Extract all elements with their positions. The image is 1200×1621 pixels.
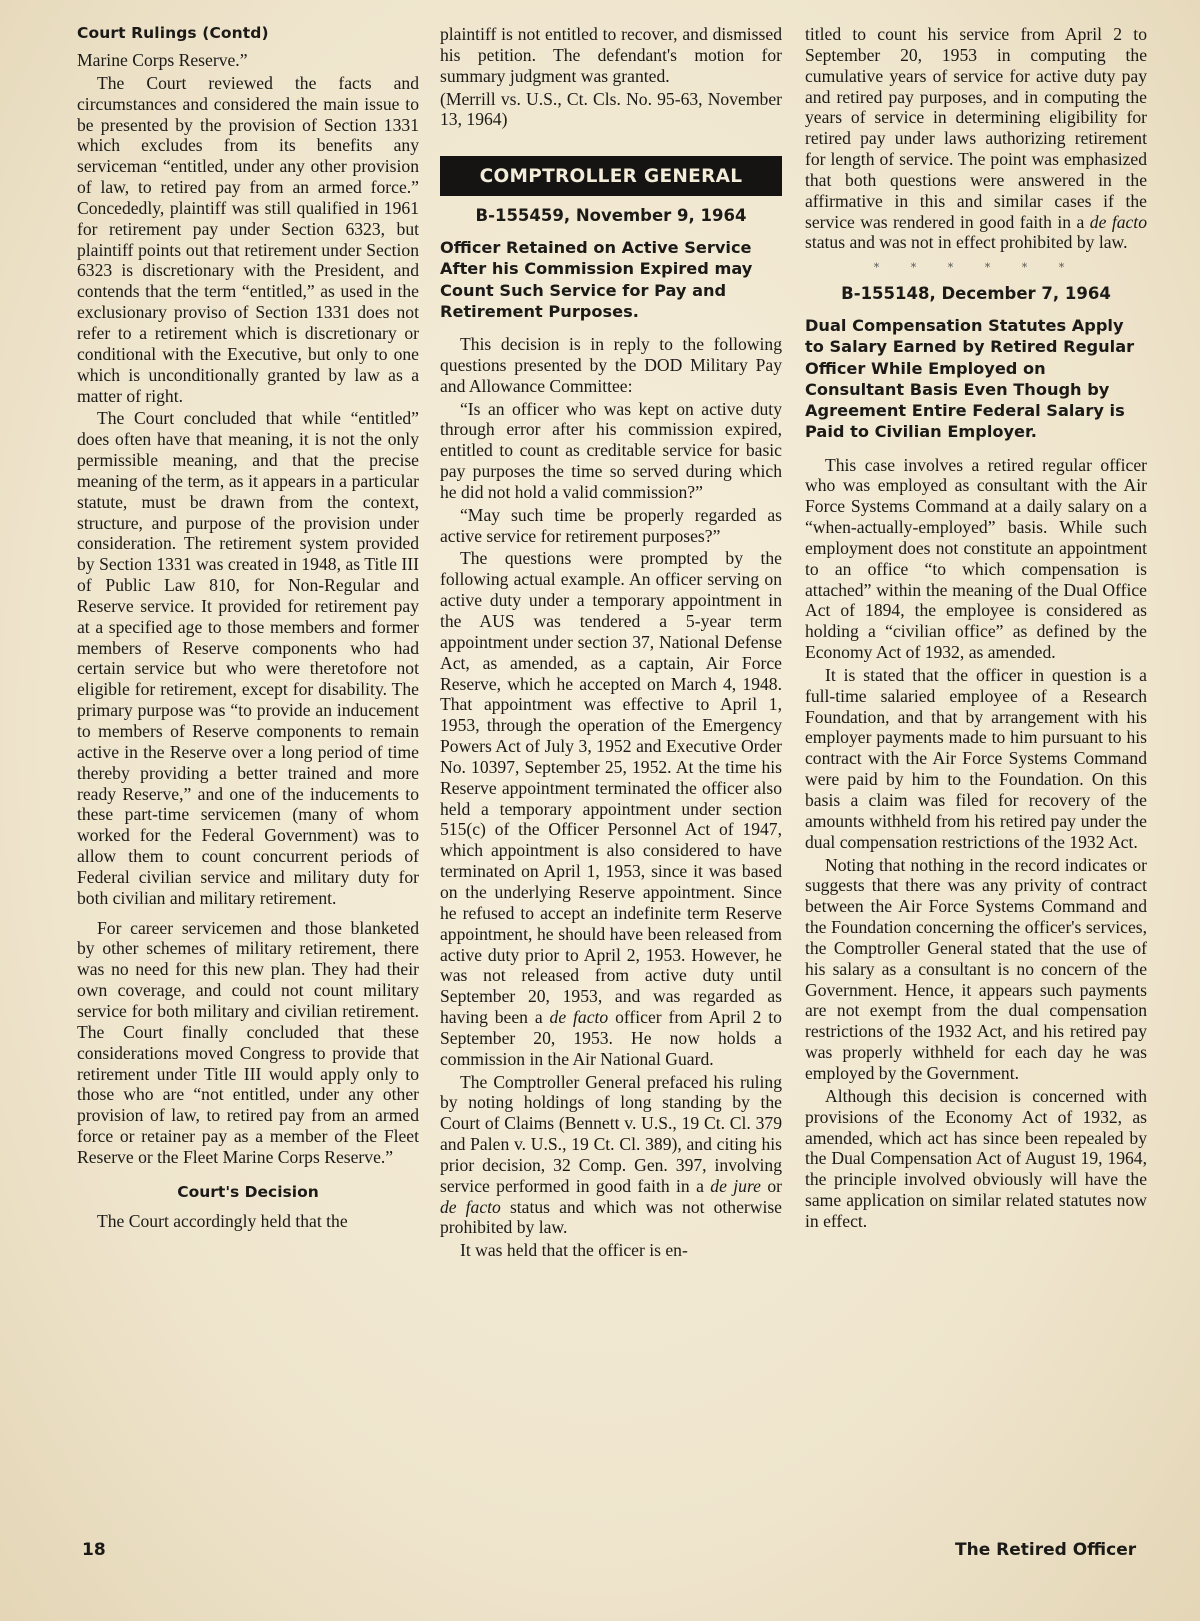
emphasis: de facto xyxy=(440,1196,501,1217)
column-right xyxy=(805,24,1147,1234)
paragraph: It is stated that the officer in question is a full-time salaried employee of a Research Foundation, and that by arrangement with his employer payments made to him pursuant to his contract with the Air Force Systems Command were paid by him to the Foundation. On this basis a claim was filed for recovery of the amounts withheld from his retired pay under the dual compensation restrictions of the 1932 Act. xyxy=(805,664,1147,852)
text-run: titled to count his service from April 2 to September 20, 1953 in computing the cumulative years of service for active duty pay and retired pay purposes, and in computing the years of service in determining eligibility for retired pay under laws authorizing retirement for length of service. The point was emphasized that both questions were answered in the affirmative in this and similar cases if the service was rendered in good faith in a xyxy=(805,24,1147,232)
paragraph: The Court concluded that while “entitled” does often have that meaning, it is not the only permissible meaning, and that the precise meaning of the term, as it appears in a particular statute, must be drawn from the context, structure, and purpose of the provision under consideration. The retirement system provided by Section 1331 was created in 1948, as Title III of Public Law 810, for Non-Regular and Reserve service. It provided for retirement pay at a specified age to those members and former members of Reserve components who had certain service but who were theretofore not eligible for retirement, except for disability. The primary purpose was “to provide an inducement to members of Reserve components to remain active in the Reserve over a long period of time thereby providing a better trained and more ready Reserve,” and one of the inducements to these part-time servicemen (many of whom worked for the Federal Government) was to allow them to count concurrent periods of Federal civilian service and military duty for both civilian and military retirement. xyxy=(77,408,419,908)
page-number: 18 xyxy=(82,1540,106,1560)
column-right-body xyxy=(805,455,1147,1232)
column-middle xyxy=(440,24,782,1263)
column-right-text xyxy=(805,24,1147,253)
paragraph xyxy=(440,548,782,1069)
text-run: officer from April 2 to September 20, 1953. He now holds a commission in the Air National Guard. xyxy=(440,1007,782,1069)
column-middle-body xyxy=(440,334,782,1261)
paragraph: The Court reviewed the facts and circumstances and considered the main issue to be presented by the provision of Section 1331 which excludes from its benefits any serviceman “entitled, under any other provision of law, to retired pay from an armed force.” Concededly, plaintiff was still qualified in 1961 for retirement pay under Section 6323, but plaintiff points out that retirement under Section 6323 is discretionary with the President, and contends that the term “entitled,” as used in the exclusionary proviso of Section 1331 does not refer to a retirement which is discretionary or conditional with the Executive, but only to one which is unconditionally granted by law as a matter of right. xyxy=(77,72,419,406)
paragraph: Marine Corps Reserve.” xyxy=(77,50,248,70)
paragraph: plaintiff is not entitled to recover, and dismissed his petition. The defendant's motion for summary judgment was granted. xyxy=(440,24,782,86)
emphasis: de jure xyxy=(710,1175,761,1196)
paragraph xyxy=(440,1072,782,1239)
paragraph: “Is an officer who was kept on active duty through error after his commission expired, entitled to count as creditable service for basic pay purposes the time so served during which he did not hold a valid commission?” xyxy=(440,398,782,502)
paragraph: Although this decision is concerned with provisions of the Economy Act of 1932, as amended, which act has since been repealed by the Dual Compensation Act of August 19, 1964, the principle involved obviously will have the same application on similar related statutes now in effect. xyxy=(805,1085,1147,1231)
column-left xyxy=(77,24,419,1233)
paragraph xyxy=(805,24,1147,253)
paragraph: This decision is in reply to the following questions presented by the DOD Military Pay and Allowance Committee: xyxy=(440,334,782,396)
running-head: Court Rulings (Contd) xyxy=(77,24,269,42)
emphasis: de facto xyxy=(1089,211,1147,232)
case-citation: (Merrill vs. U.S., Ct. Cls. No. 95-63, November 13, 1964) xyxy=(440,88,782,130)
paragraph: “May such time be properly regarded as active service for retirement purposes?” xyxy=(440,504,782,546)
column-left-text xyxy=(77,50,419,1231)
paragraph: This case involves a retired regular officer who was employed as consultant with the Air Force Systems Command at a daily salary on a “when-actually-employed” basis. While such employment does not constitute an appointment to an office “to which compensation is attached” within the meaning of the Dual Office Act of 1894, the employee is considered as holding a “civilian office” as defined by the Economy Act of 1932, as amended. xyxy=(805,454,1147,663)
paragraph: It was held that the officer is en- xyxy=(460,1240,688,1261)
subhead-courts-decision: Court's Decision xyxy=(177,1182,319,1201)
case-number: B-155459, November 9, 1964 xyxy=(475,206,747,226)
text-run: or xyxy=(767,1175,782,1196)
text-run: The Comptroller General prefaced his ruling by noting holdings of long standing by the Court of Claims (Bennett v. U.S., 19 Ct. Cl. 379 and Palen v. U.S., 19 Ct. Cl. 389), and citing his prior decision, 32 Comp. Gen. 397, involving service performed in good faith in a xyxy=(440,1071,782,1196)
emphasis: de facto xyxy=(549,1007,609,1028)
case-number: B-155148, December 7, 1964 xyxy=(841,284,1111,304)
text-run: status and which was not otherwise prohibited by law. xyxy=(440,1196,782,1238)
column-middle-text xyxy=(440,24,782,130)
section-divider-stars: * * * * * * xyxy=(873,261,1079,275)
article-headline: Dual Compensation Statutes Apply to Salary Earned by Retired Regular Officer While Employed on Consultant Basis Even Though by Agreement Entire Federal Salary is Paid to Civilian Employer. xyxy=(805,316,1135,442)
publication-title: The Retired Officer xyxy=(955,1540,1137,1560)
paragraph: The Court accordingly held that the xyxy=(97,1210,348,1231)
text-run: status and was not in effect prohibited by law. xyxy=(805,232,1128,253)
text-run: The questions were prompted by the following actual example. An officer serving on active duty under a temporary appointment in the AUS was tendered a 5-year term appointment under section 37, National Defense Act, as amended, as a captain, Air Force Reserve, which he accepted on March 4, 1948. That appointment was effective to April 1, 1953, through the operation of the Emergency Powers Act of July 3, 1952 and Executive Order No. 10397, September 25, 1952. At the time his Reserve appointment terminated the officer also held a temporary appointment under section 515(c) of the Officer Personnel Act of 1947, which appointment is also considered to have terminated on April 1, 1953, since it was based on the underlying Reserve appointment. Since he refused to accept an indefinite term Reserve appointment, he should have been released from active duty prior to April 2, 1953. However, he was not released from active duty until September 20, 1953, and was regarded as having been a xyxy=(440,548,782,1028)
article-headline: Officer Retained on Active Service After his Commission Expired may Count Such Service for Pay and Retirement Purposes. xyxy=(440,238,753,321)
paragraph: Noting that nothing in the record indicates or suggests that there was any privity of contract between the Air Force Systems Command and the Foundation concerning the officer's services, the Comptroller General stated that the use of his salary as a consultant is no concern of the Government. Hence, it appears such payments are not exempt from the dual compensation restrictions of the 1932 Act, and his retired pay was properly withheld for each day he was employed by the Government. xyxy=(805,854,1147,1083)
paragraph: For career servicemen and those blanketed by other schemes of military retirement, there was no need for this new plan. They had their own coverage, and could not count military service for both military and civilian retirement. The Court finally concluded that these considerations moved Congress to provide that retirement under Title III would apply only to those who are “not entitled, under any other provision of law, to retired pay from an armed force or retainer pay as a member of the Fleet Reserve or the Fleet Marine Corps Reserve.” xyxy=(77,917,419,1167)
section-banner-comptroller-general: COMPTROLLER GENERAL xyxy=(440,156,782,196)
